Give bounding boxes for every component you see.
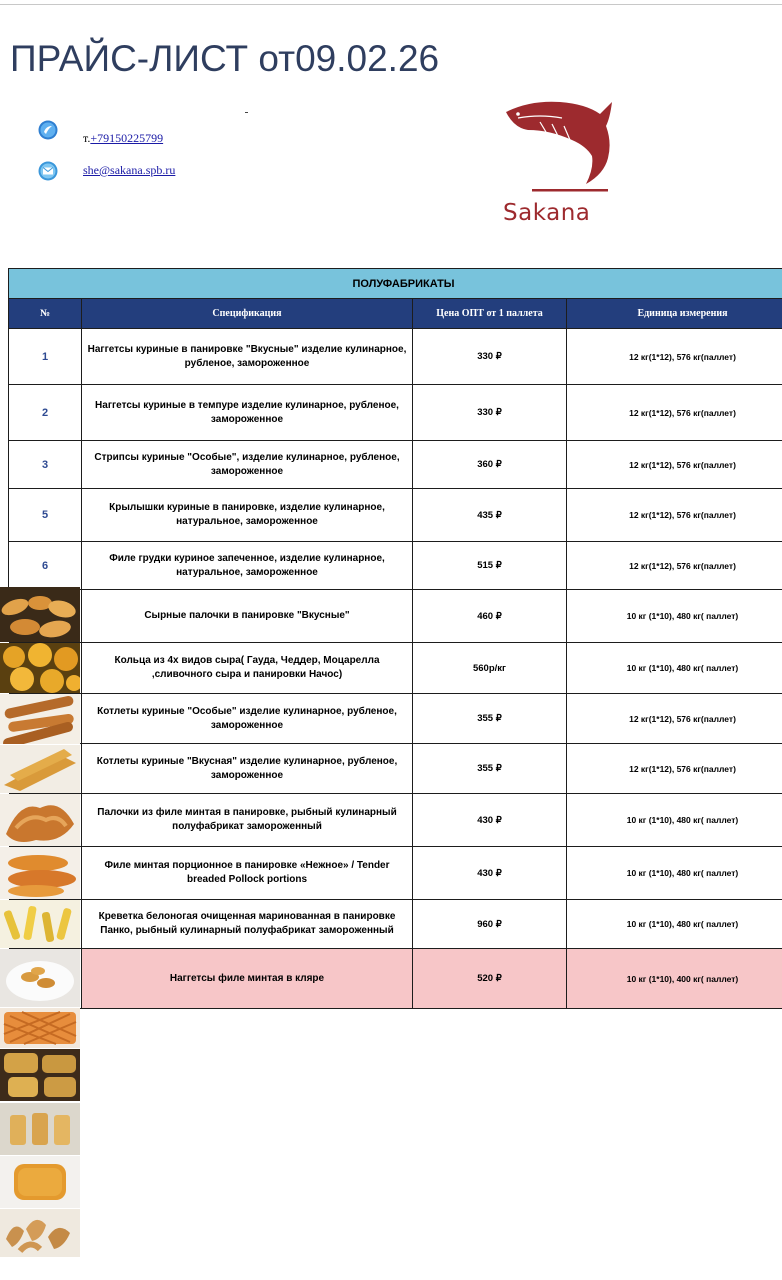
email-line (83, 163, 175, 178)
row-unit: 12 кг(1*12), 576 кг(паллет) (567, 694, 782, 744)
row-unit: 10 кг (1*10), 480 кг( паллет) (567, 900, 782, 949)
top-divider (0, 4, 782, 5)
row-unit: 10 кг (1*10), 480 кг( паллет) (567, 590, 782, 643)
row-price: 520 ₽ (413, 949, 567, 1009)
product-photo-cheese-rings (0, 643, 80, 693)
row-number: 3 (9, 441, 82, 489)
row-price: 460 ₽ (413, 590, 567, 643)
table-row (9, 847, 782, 900)
row-unit: 12 кг(1*12), 576 кг(паллет) (567, 329, 782, 385)
row-unit: 12 кг(1*12), 576 кг(паллет) (567, 441, 782, 489)
product-photo-fish-portion (0, 1156, 80, 1208)
column-header-spec: Спецификация (82, 299, 413, 329)
row-unit: 10 кг (1*10), 480 кг( паллет) (567, 643, 782, 694)
row-unit: 12 кг(1*12), 576 кг(паллет) (567, 542, 782, 590)
table-row (9, 489, 782, 542)
row-price: 515 ₽ (413, 542, 567, 590)
row-specification: Креветка белоногая очищенная маринованная в панировке Панко, рыбный кулинарный полуфабрикат замороженный (82, 900, 413, 949)
row-specification: Филе минтая порционное в панировке «Нежное» / Tender breaded Pollock portions (82, 847, 413, 900)
row-specification: Крылышки куриные в панировке, изделие кулинарное, натуральное, замороженное (82, 489, 413, 542)
row-specification: Котлеты куриные "Особые" изделие кулинарное, рубленое, замороженное (82, 694, 413, 744)
table-row (9, 694, 782, 744)
table-row (9, 441, 782, 489)
product-photo-breaded-shrimp (0, 1209, 80, 1257)
phone-line (83, 131, 163, 146)
table-row (9, 794, 782, 847)
table-row (9, 385, 782, 441)
email-link[interactable]: she@sakana.spb.ru (83, 163, 176, 177)
row-price: 330 ₽ (413, 385, 567, 441)
row-specification: Наггетсы куриные в темпуре изделие кулинарное, рубленое, замороженное (82, 385, 413, 441)
row-specification: Наггетсы куриные в панировке "Вкусные" изделие кулинарное, рубленое, замороженное (82, 329, 413, 385)
phone-link[interactable]: +79150225799 (90, 131, 164, 145)
product-photo-chicken-cutlets (0, 745, 80, 793)
row-specification: Наггетсы филе минтая в кляре (82, 949, 413, 1009)
table-row (9, 949, 782, 1009)
product-photo-shrimp (0, 900, 80, 948)
row-price: 435 ₽ (413, 489, 567, 542)
product-photo-pollock-nuggets (0, 949, 80, 1007)
phone-prefix: т. (83, 131, 91, 145)
product-photo-fish-waffle (0, 1008, 80, 1048)
mail-icon (38, 161, 58, 181)
row-price: 430 ₽ (413, 847, 567, 900)
row-number: 2 (9, 385, 82, 441)
row-price: 430 ₽ (413, 794, 567, 847)
row-unit: 12 кг(1*12), 576 кг(паллет) (567, 385, 782, 441)
product-photo-fish-fingers (0, 1103, 80, 1155)
row-specification: Котлеты куриные "Вкусная" изделие кулинарное, рубленое, замороженное (82, 744, 413, 794)
row-specification: Кольца из 4х видов сыра( Гауда, Чеддер, Моцарелла ,сливочного сыра и панировки Начос) (82, 643, 413, 694)
row-specification: Стрипсы куриные "Особые", изделие кулинарное, рубленое, замороженное (82, 441, 413, 489)
table-row (9, 643, 782, 694)
row-number: 1 (9, 329, 82, 385)
product-photo-pollock-sticks (0, 794, 80, 846)
column-header-unit: Единица измерения (567, 299, 782, 329)
price-table (8, 268, 782, 1009)
product-photo-potato-waffles (0, 1049, 80, 1101)
column-header-row (9, 299, 782, 329)
row-unit: 10 кг (1*10), 480 кг( паллет) (567, 847, 782, 900)
row-price: 560р/кг (413, 643, 567, 694)
row-price: 330 ₽ (413, 329, 567, 385)
section-header-row (9, 269, 782, 299)
product-photo-chicken-strips (0, 694, 80, 744)
phone-icon (38, 120, 58, 140)
row-number: 6 (9, 542, 82, 590)
row-specification: Сырные палочки в панировке "Вкусные" (82, 590, 413, 643)
row-number: 5 (9, 489, 82, 542)
decorative-dash (245, 112, 248, 113)
row-price: 360 ₽ (413, 441, 567, 489)
table-row (9, 590, 782, 643)
column-header-price: Цена ОПТ от 1 паллета (413, 299, 567, 329)
row-unit: 12 кг(1*12), 576 кг(паллет) (567, 489, 782, 542)
product-photo-pollock-portions (0, 847, 80, 899)
row-unit: 10 кг (1*10), 400 кг( паллет) (567, 949, 782, 1009)
row-specification: Филе грудки куриное запеченное, изделие кулинарное, натуральное, замороженное (82, 542, 413, 590)
product-photo-cheese-sticks (0, 587, 80, 642)
table-row (9, 542, 782, 590)
row-unit: 10 кг (1*10), 480 кг( паллет) (567, 794, 782, 847)
column-header-num: № (9, 299, 82, 329)
section-title: ПОЛУФАБРИКАТЫ (9, 269, 782, 299)
table-row (9, 329, 782, 385)
page-title: ПРАЙС-ЛИСТ от09.02.26 (10, 38, 440, 79)
row-price: 355 ₽ (413, 744, 567, 794)
row-unit: 12 кг(1*12), 576 кг(паллет) (567, 744, 782, 794)
table-row (9, 744, 782, 794)
row-price: 355 ₽ (413, 694, 567, 744)
row-price: 960 ₽ (413, 900, 567, 949)
table-row (9, 900, 782, 949)
row-specification: Палочки из филе минтая в панировке, рыбный кулинарный полуфабрикат замороженный (82, 794, 413, 847)
brand-name: Sakana (503, 200, 591, 226)
